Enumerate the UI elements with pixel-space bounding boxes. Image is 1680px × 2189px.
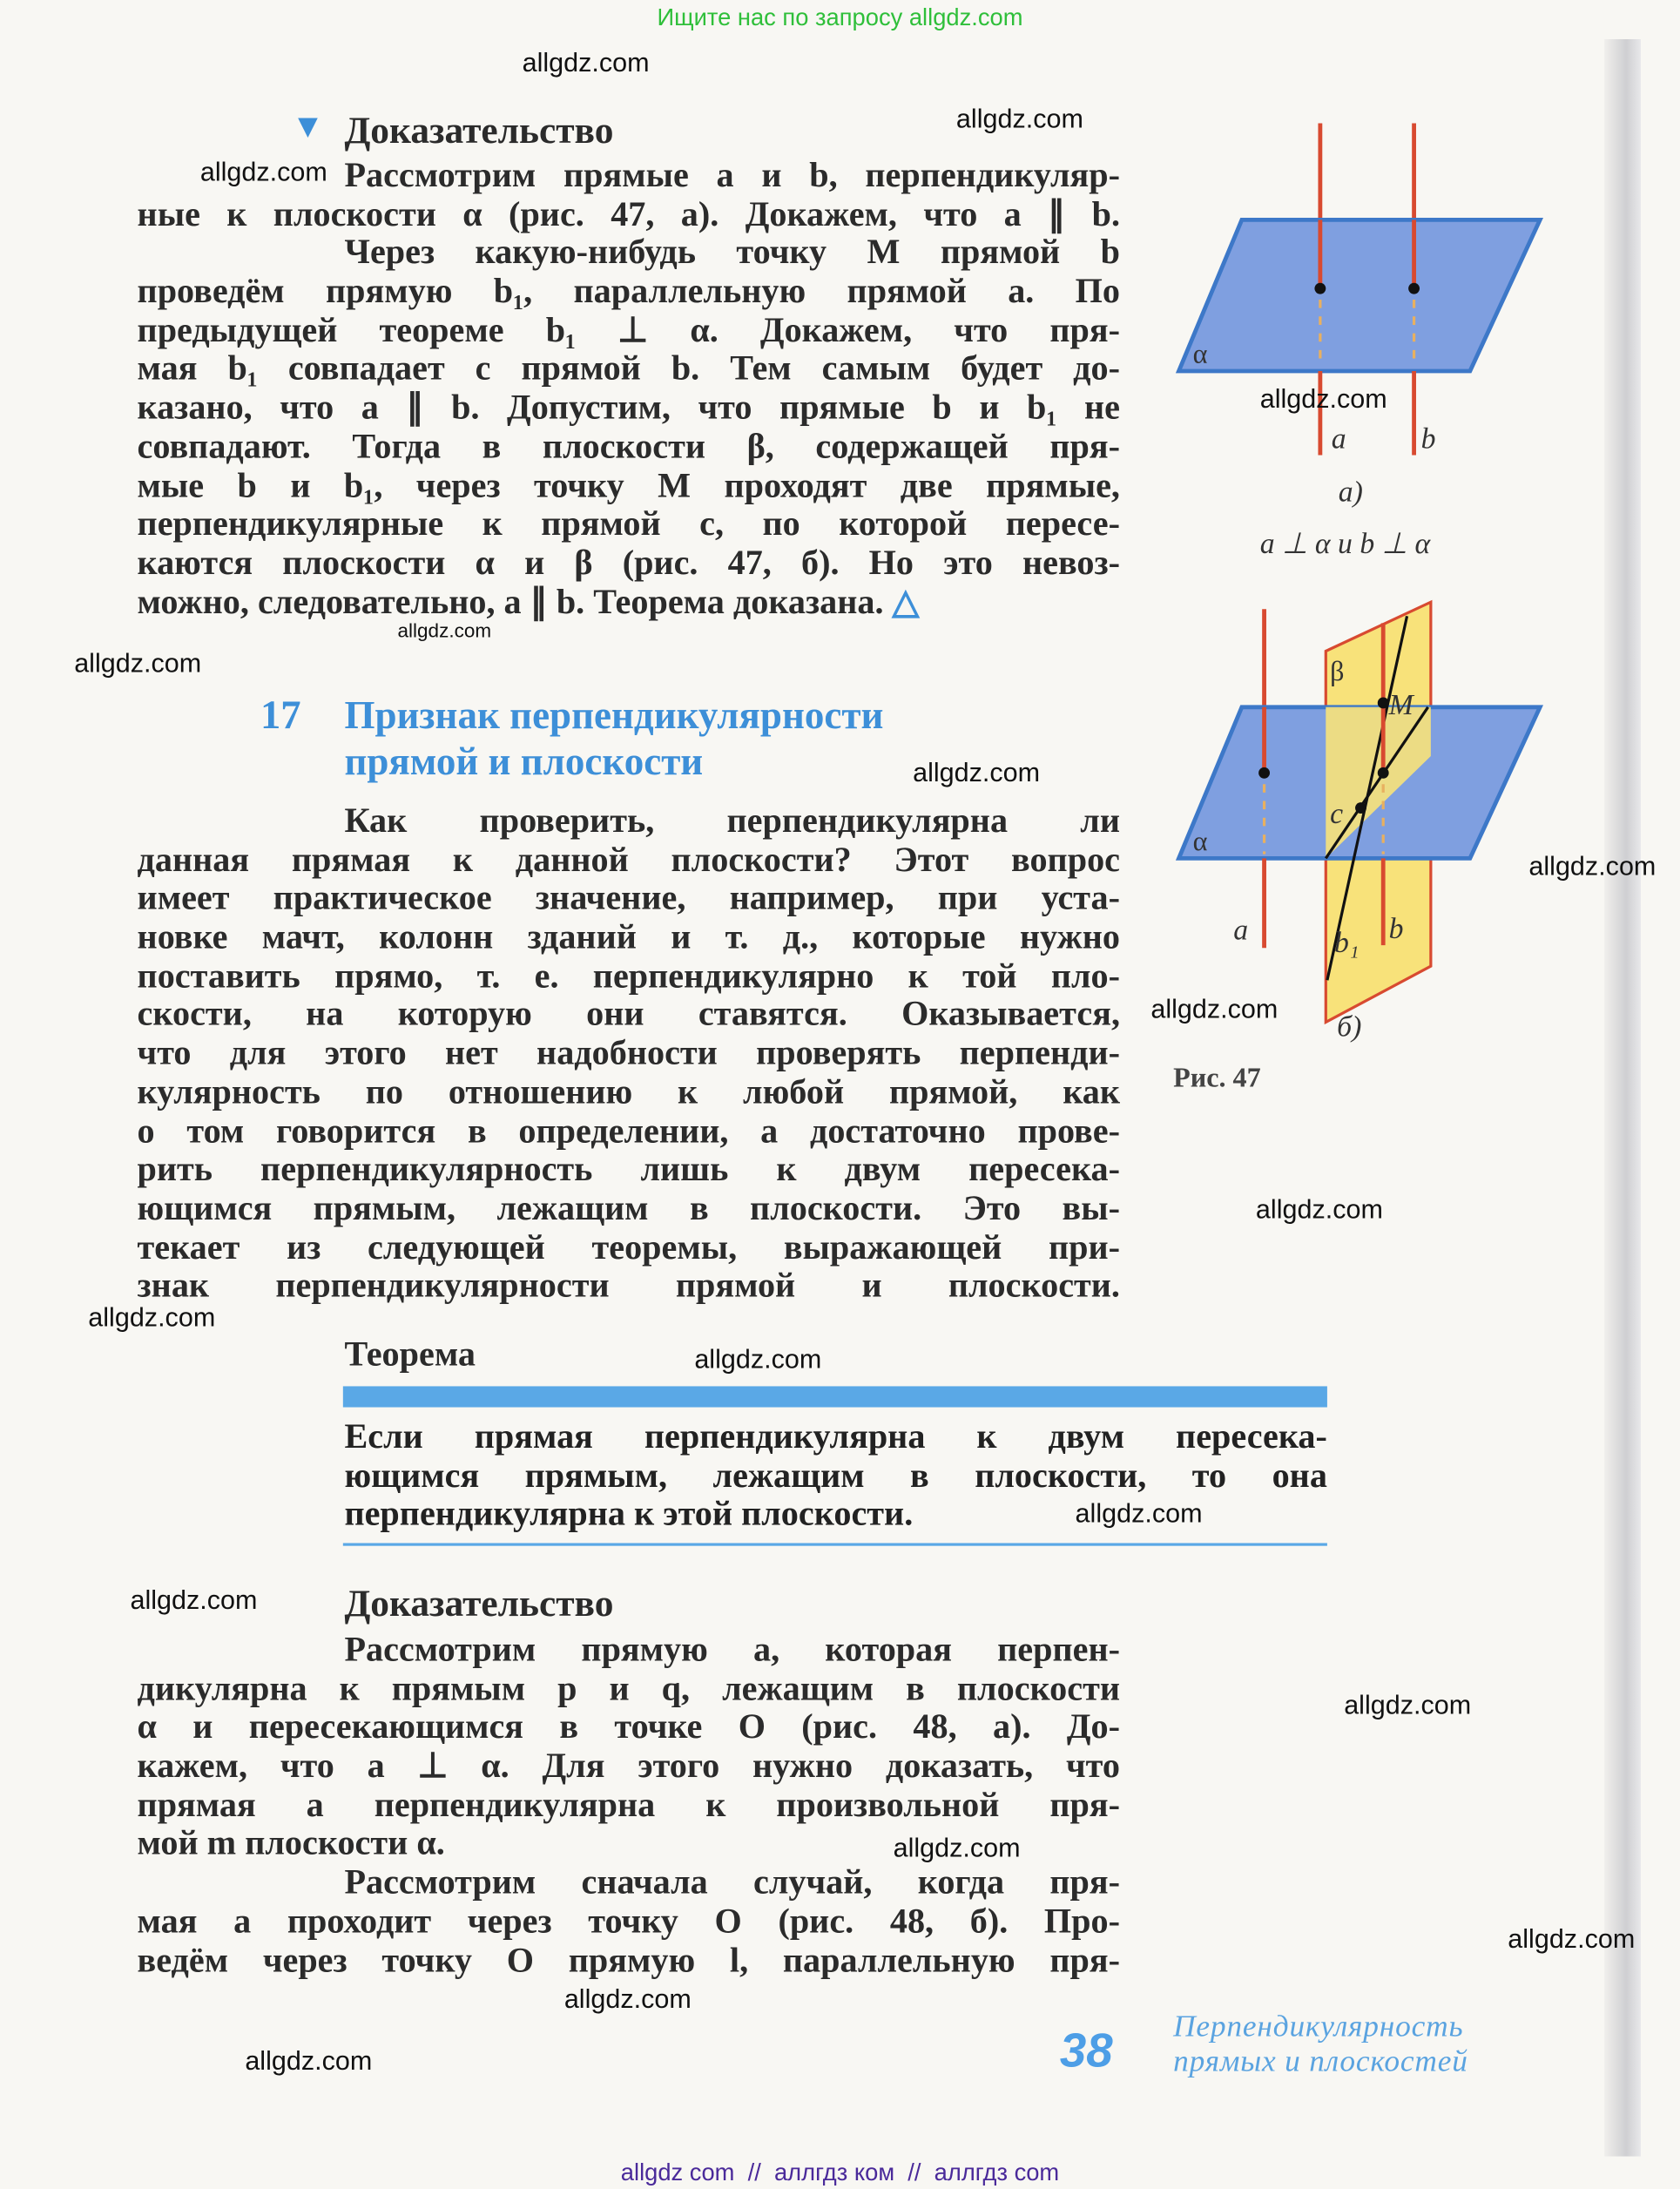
text-line: ведём через точку O прямую l, параллельную пря- bbox=[137, 1941, 1120, 1980]
watermark: allgdz.com bbox=[522, 49, 650, 79]
text-line: каются плоскости α и β (рис. 47, б). Но это невоз- bbox=[137, 544, 1120, 583]
text-line: Рассмотрим прямую a, которая перпен- bbox=[344, 1631, 1121, 1670]
watermark: allgdz.com bbox=[74, 649, 202, 679]
text-line: рить перпендикулярность лишь к двум пересека- bbox=[137, 1151, 1120, 1190]
watermark: allgdz.com bbox=[1508, 1925, 1636, 1956]
subfigure-label: а) bbox=[1338, 476, 1363, 509]
text-line: мая b₁ совпадает с прямой b. Тем самым будет до- bbox=[137, 350, 1120, 388]
text-line: Рассмотрим сначала случай, когда пря- bbox=[344, 1863, 1121, 1902]
label-M: M bbox=[1388, 688, 1413, 721]
watermark: allgdz.com bbox=[245, 2047, 373, 2077]
point bbox=[1355, 802, 1366, 814]
end-of-proof-icon: △ bbox=[892, 583, 920, 622]
watermark: allgdz.com bbox=[1259, 385, 1387, 415]
point bbox=[1258, 767, 1270, 779]
watermark: allgdz.com bbox=[893, 1834, 1021, 1864]
text-line: прямая a перпендикулярна к произвольной пря- bbox=[137, 1786, 1120, 1825]
label-beta: β bbox=[1330, 655, 1345, 687]
watermark: allgdz.com bbox=[130, 1586, 258, 1617]
running-footer bbox=[1173, 2008, 1468, 2078]
point bbox=[1408, 283, 1420, 294]
watermark: allgdz.com bbox=[88, 1303, 216, 1334]
theorem-heading: Теорема bbox=[344, 1335, 476, 1374]
text-line: что для этого нет надобности проверять перпенди- bbox=[137, 1035, 1120, 1073]
section-title-line: Признак перпендикулярности bbox=[344, 694, 884, 739]
section-title-line: прямой и плоскости bbox=[344, 740, 704, 785]
text-line: Рассмотрим прямые a и b, перпендикуляр- bbox=[344, 157, 1121, 195]
watermark: allgdz.com bbox=[694, 1345, 822, 1375]
watermark: allgdz.com bbox=[397, 618, 492, 642]
label-c: c bbox=[1330, 798, 1344, 831]
text-line: данная прямая к данной плоскости? Этот вопрос bbox=[137, 841, 1120, 880]
watermark: allgdz.com bbox=[955, 105, 1083, 135]
text-line: имеет практическое значение, например, при уста- bbox=[137, 880, 1120, 918]
text-line-content: можно, следовательно, a ∥ b. Теорема доказана. bbox=[137, 583, 884, 622]
promo-banner-top[interactable]: Ищите нас по запросу allgdz.com bbox=[657, 3, 1023, 31]
text-line: предыдущей теореме b₁ ⊥ α. Докажем, что пря- bbox=[137, 312, 1120, 350]
text-line: ные к плоскости α (рис. 47, а). Докажем, что a ∥ b. bbox=[137, 195, 1120, 233]
watermark: allgdz.com bbox=[1150, 995, 1279, 1025]
point bbox=[1378, 767, 1389, 779]
text-line: знак перпендикулярности прямой и плоскости. bbox=[137, 1267, 1120, 1306]
watermark: allgdz.com bbox=[1344, 1691, 1472, 1721]
text-line: проведём прямую b₁, параллельную прямой a. По bbox=[137, 273, 1120, 311]
label-alpha: α bbox=[1192, 337, 1208, 369]
text-line: скости, на которую они ставятся. Оказывается, bbox=[137, 996, 1120, 1035]
running-footer-line: прямых и плоскостей bbox=[1173, 2043, 1468, 2078]
text-line: дикулярна к прямым p и q, лежащим в плоскости bbox=[137, 1670, 1120, 1708]
figure-caption-a: a ⊥ α и b ⊥ α bbox=[1259, 527, 1431, 560]
figure-caption: Рис. 47 bbox=[1173, 1061, 1261, 1093]
proof-heading: Доказательство bbox=[344, 109, 614, 152]
triangle-marker-icon: ▼ bbox=[291, 109, 325, 146]
figure-47a bbox=[1179, 123, 1541, 560]
text-line: мые b и b₁, через точку M проходят две прямые, bbox=[137, 467, 1120, 505]
label-a: a bbox=[1233, 914, 1249, 947]
label-alpha: α bbox=[1192, 824, 1208, 856]
text-line: кулярность по отношению к любой прямой, как bbox=[137, 1073, 1120, 1112]
subfigure-label: б) bbox=[1337, 1010, 1362, 1044]
watermark: allgdz.com bbox=[199, 158, 327, 188]
text-line: перпендикулярна к этой плоскости. bbox=[344, 1496, 914, 1534]
text-line: Через какую-нибудь точку M прямой b bbox=[344, 234, 1121, 273]
text-line: текает из следующей теоремы, выражающей при- bbox=[137, 1228, 1120, 1267]
label-b: b bbox=[1420, 422, 1436, 456]
text-line: казано, что a ∥ b. Допустим, что прямые b и b₁ не bbox=[137, 389, 1120, 428]
section-number: 17 bbox=[260, 693, 301, 739]
text-line: α и пересекающимся в точке O (рис. 48, а). До- bbox=[137, 1708, 1120, 1747]
text-line: о том говорится в определении, а достаточно прове- bbox=[137, 1112, 1120, 1151]
label-b: b bbox=[1388, 913, 1404, 946]
promo-banner-bottom[interactable]: allgdz com // аллгдз ком // аллгдз com bbox=[620, 2159, 1060, 2186]
watermark: allgdz.com bbox=[1528, 852, 1656, 882]
label-b1: b₁ bbox=[1333, 927, 1360, 960]
text-line: мая a проходит через точку O (рис. 48, б). Про- bbox=[137, 1902, 1120, 1941]
text-line: мой m плоскости α. bbox=[137, 1825, 445, 1863]
text-line: совпадают. Тогда в плоскости β, содержащей пря- bbox=[137, 428, 1120, 466]
text-line: кажем, что a ⊥ α. Для этого нужно доказать, что bbox=[137, 1747, 1120, 1786]
point-M bbox=[1378, 698, 1389, 709]
text-line: перпендикулярные к прямой c, по которой пересе- bbox=[137, 505, 1120, 544]
watermark: allgdz.com bbox=[1255, 1195, 1383, 1226]
running-footer-line: Перпендикулярность bbox=[1173, 2008, 1464, 2044]
page-number: 38 bbox=[1059, 2024, 1113, 2078]
watermark: allgdz.com bbox=[913, 759, 1041, 789]
label-a: a bbox=[1331, 422, 1346, 456]
watermark: allgdz.com bbox=[1075, 1499, 1203, 1530]
text-line: поставить прямо, т. е. перпендикулярно к той пло- bbox=[137, 957, 1120, 996]
watermark: allgdz.com bbox=[563, 1985, 692, 2016]
text-line: ющимся прямым, лежащим в плоскости, то она bbox=[344, 1456, 1327, 1496]
text-line: ющимся прямым, лежащим в плоскости. Это вы- bbox=[137, 1190, 1120, 1228]
plane-alpha bbox=[1179, 220, 1541, 371]
text-line: новке мачт, колонн зданий и т. д., которые нужно bbox=[137, 918, 1120, 957]
text-line: Если прямая перпендикулярна к двум пересека- bbox=[344, 1418, 1327, 1456]
point bbox=[1314, 283, 1326, 294]
proof-heading: Доказательство bbox=[344, 1582, 614, 1625]
text-line: Как проверить, перпендикулярна ли bbox=[344, 802, 1121, 841]
